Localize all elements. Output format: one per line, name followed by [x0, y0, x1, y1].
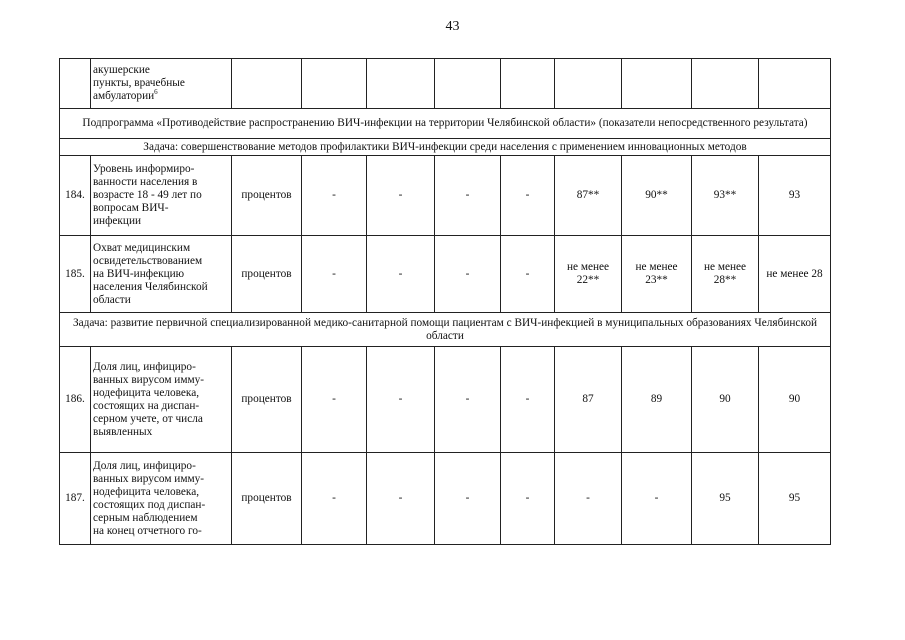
text-line: - [332, 393, 336, 405]
text-line: - [398, 393, 403, 405]
text-line: на конец отчетного го- [93, 524, 202, 537]
text-line: 93 [788, 189, 801, 201]
indicator-name-line: амбулатории [93, 90, 155, 102]
value-cell [555, 59, 622, 109]
task-row [60, 139, 831, 156]
indicator-value [501, 156, 555, 236]
text-line: не менее [635, 261, 678, 273]
indicator-value [692, 236, 759, 313]
indicator-value [435, 156, 501, 236]
indicator-value [692, 347, 759, 453]
indicator-value [622, 236, 692, 313]
row-number-cell [60, 59, 91, 109]
indicator-value [555, 347, 622, 453]
text-line: - [525, 267, 530, 280]
text-line: 90 [788, 393, 801, 405]
text-line: 90** [645, 189, 668, 201]
indicator-value [302, 236, 367, 313]
value-cell [692, 59, 759, 109]
indicator-value [367, 453, 435, 545]
value-cell [622, 59, 692, 109]
table-row [60, 156, 831, 236]
text-line: нодефицита человека, [93, 386, 200, 399]
indicator-name [91, 347, 232, 453]
text-line: нодефицита человека, [93, 485, 200, 498]
indicator-value [692, 453, 759, 545]
text-line: не менее [703, 261, 747, 273]
text-line: 87 [582, 393, 594, 405]
subprogram-title: Подпрограмма «Противодействие распространению ВИЧ-инфекции на территории Челябинской области» (показатели непосредственного результата) [60, 109, 831, 139]
indicator-value [501, 236, 555, 313]
footnote-mark: 6 [154, 88, 158, 97]
text-line: 95 [788, 492, 801, 504]
text-line: 93** [713, 189, 737, 201]
text-line: освидетельствованием [93, 254, 203, 267]
value-cell [435, 59, 501, 109]
page-number: 43 [445, 19, 460, 34]
text-line: выявленных [93, 425, 153, 438]
text-line: ванности населения в [93, 176, 198, 188]
indicator-name-cell [91, 59, 232, 109]
indicator-name-line: пункты, врачебные [93, 77, 185, 89]
text-line: - [332, 267, 336, 280]
indicator-name-line: акушерские [93, 64, 150, 76]
indicator-value [367, 156, 435, 236]
table-row [60, 453, 831, 545]
indicator-name [91, 453, 232, 545]
indicator-value [302, 347, 367, 453]
indicator-value [759, 156, 831, 236]
indicator-value [555, 453, 622, 545]
text-line: - [465, 492, 470, 504]
indicator-value [555, 236, 622, 313]
indicators-table [59, 58, 831, 545]
text-line: Доля лиц, инфициро- [93, 360, 196, 373]
text-line: не менее [566, 261, 610, 273]
value-cell [501, 59, 555, 109]
indicator-value [435, 347, 501, 453]
text-line: ванных вирусом имму- [93, 472, 205, 485]
text-line: Охват медицинским [93, 241, 191, 254]
text-line: - [398, 189, 403, 201]
unit-of-measure: процентов [232, 156, 302, 236]
text-line: - [586, 492, 590, 504]
unit-of-measure: процентов [232, 453, 302, 545]
table-row [60, 347, 831, 453]
text-line: серным наблюдением [93, 511, 198, 524]
text-line: Уровень информиро- [93, 163, 195, 175]
text-line: вопросам ВИЧ- [93, 202, 169, 214]
task-title: Задача: совершенствование методов профилактики ВИЧ-инфекции среди населения с применением инновационных методов [60, 139, 831, 156]
table-row [60, 236, 831, 313]
text-line: - [525, 189, 530, 201]
text-line: возрасте 18 - 49 лет по [93, 189, 202, 201]
text-line: области [93, 293, 131, 306]
text-line: 87** [576, 189, 600, 201]
unit-of-measure: процентов [232, 236, 302, 313]
indicator-name [91, 156, 232, 236]
task1-rows [60, 156, 831, 313]
text-line: 95 [719, 492, 731, 504]
indicator-value [501, 347, 555, 453]
text-line: Доля лиц, инфициро- [93, 459, 196, 472]
text-line: - [525, 393, 530, 405]
indicator-value [501, 453, 555, 545]
task-title: Задача: развитие первичной специализированной медико-санитарной помощи пациентам с ВИЧ-инфекцией в муниципальных образованиях Челябинской области [60, 313, 831, 347]
row-number: 184. [60, 156, 91, 236]
task-row [60, 313, 831, 347]
indicator-value [435, 453, 501, 545]
text-line: - [465, 189, 470, 201]
indicator-value [622, 347, 692, 453]
value-cell [759, 59, 831, 109]
text-line: - [332, 492, 336, 504]
row-number: 187. [60, 453, 91, 545]
text-line: - [654, 492, 659, 504]
text-line: - [525, 492, 530, 504]
text-line: населения Челябинской [93, 280, 208, 293]
text-line: ванных вирусом имму- [93, 373, 205, 386]
table-row-top [60, 59, 831, 109]
text-line: - [398, 492, 403, 504]
indicator-value [302, 156, 367, 236]
row-number: 186. [60, 347, 91, 453]
indicator-value [759, 453, 831, 545]
unit-of-measure: процентов [232, 347, 302, 453]
row-number: 185. [60, 236, 91, 313]
indicator-value [622, 453, 692, 545]
text-line: - [465, 267, 470, 280]
indicator-value [367, 347, 435, 453]
text-line: 23** [645, 274, 668, 286]
indicator-value [759, 236, 831, 313]
indicator-value [555, 156, 622, 236]
text-line: - [332, 189, 336, 201]
text-line: - [398, 267, 403, 280]
indicator-value [367, 236, 435, 313]
value-cell [302, 59, 367, 109]
text-line: 89 [650, 393, 663, 405]
indicator-value [622, 156, 692, 236]
text-line: не менее 28 [766, 267, 823, 280]
unit-cell [232, 59, 302, 109]
text-line: инфекции [93, 215, 142, 227]
indicator-name [91, 236, 232, 313]
text-line: - [465, 393, 470, 405]
task2-rows [60, 347, 831, 545]
text-line: 22** [576, 274, 600, 286]
subprogram-row [60, 109, 831, 139]
text-line: серном учете, от числа [93, 412, 203, 425]
text-line: состоящих на диспан- [93, 399, 200, 412]
text-line: 90 [719, 393, 731, 405]
text-line: 28** [713, 274, 737, 286]
text-line: состоящих под диспан- [93, 498, 206, 511]
text-line: на ВИЧ-инфекцию [93, 267, 185, 280]
indicator-value [302, 453, 367, 545]
value-cell [367, 59, 435, 109]
indicator-value [692, 156, 759, 236]
indicator-value [759, 347, 831, 453]
indicator-value [435, 236, 501, 313]
